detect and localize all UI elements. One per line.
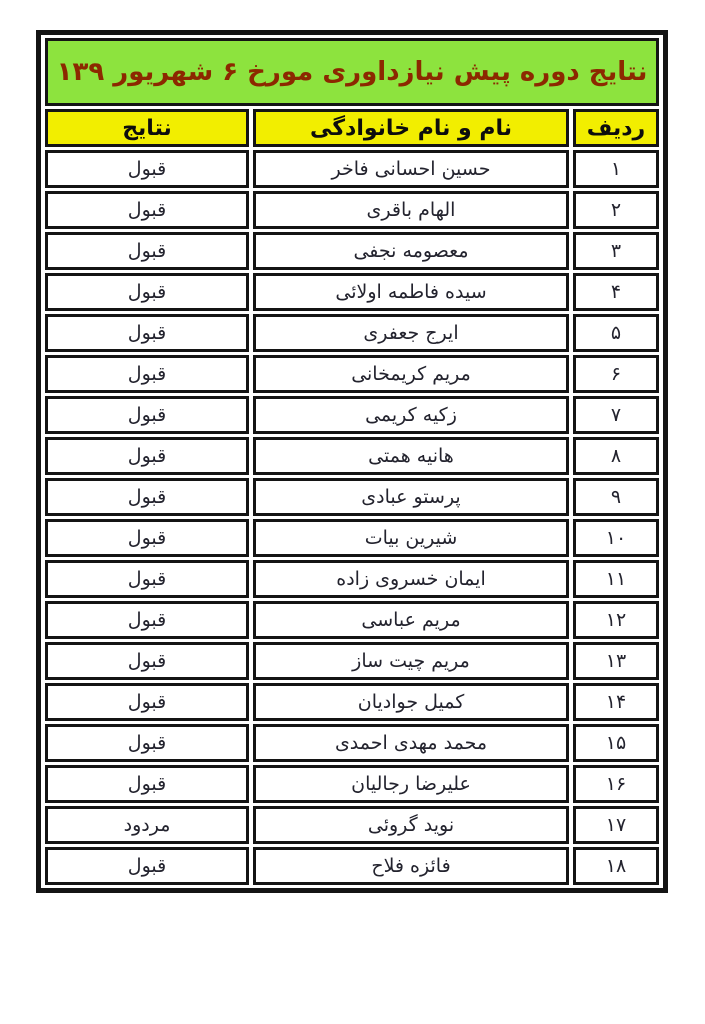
table-body — [45, 150, 659, 885]
name-cell: کمیل جوادیان — [253, 683, 569, 721]
results-table — [41, 35, 663, 888]
result-cell: قبول — [45, 847, 249, 885]
table-row — [45, 437, 659, 475]
row-number-cell: ۲ — [573, 191, 659, 229]
name-cell: الهام باقری — [253, 191, 569, 229]
name-cell: ایمان خسروی زاده — [253, 560, 569, 598]
table-row — [45, 478, 659, 516]
table-row — [45, 150, 659, 188]
table-row — [45, 642, 659, 680]
name-cell: فائزه فلاح — [253, 847, 569, 885]
name-cell: شیرین بیات — [253, 519, 569, 557]
table-row — [45, 847, 659, 885]
row-number-cell: ۳ — [573, 232, 659, 270]
result-cell: مردود — [45, 806, 249, 844]
name-cell: ایرج جعفری — [253, 314, 569, 352]
column-header-row-number: ردیف — [573, 109, 659, 147]
result-cell: قبول — [45, 519, 249, 557]
table-row — [45, 560, 659, 598]
result-cell: قبول — [45, 150, 249, 188]
result-cell: قبول — [45, 232, 249, 270]
row-number-cell: ۱۶ — [573, 765, 659, 803]
table-row — [45, 273, 659, 311]
table-row — [45, 191, 659, 229]
result-cell: قبول — [45, 683, 249, 721]
name-cell: زکیه کریمی — [253, 396, 569, 434]
header-row — [45, 109, 659, 147]
row-number-cell: ۱۷ — [573, 806, 659, 844]
row-number-cell: ۱۸ — [573, 847, 659, 885]
name-cell: حسین احسانی فاخر — [253, 150, 569, 188]
name-cell: مریم عباسی — [253, 601, 569, 639]
name-cell: معصومه نجفی — [253, 232, 569, 270]
name-cell: نوید گروئی — [253, 806, 569, 844]
name-cell: پرستو عبادی — [253, 478, 569, 516]
table-row — [45, 683, 659, 721]
row-number-cell: ۱ — [573, 150, 659, 188]
table-row — [45, 396, 659, 434]
row-number-cell: ۸ — [573, 437, 659, 475]
result-cell: قبول — [45, 601, 249, 639]
table-title: نتایج دوره پیش نیازداوری مورخ ۶ شهریور ۱۳۹ — [45, 38, 659, 106]
row-number-cell: ۱۴ — [573, 683, 659, 721]
row-number-cell: ۹ — [573, 478, 659, 516]
result-cell: قبول — [45, 396, 249, 434]
row-number-cell: ۱۳ — [573, 642, 659, 680]
row-number-cell: ۷ — [573, 396, 659, 434]
name-cell: محمد مهدی احمدی — [253, 724, 569, 762]
table-row — [45, 724, 659, 762]
result-cell: قبول — [45, 314, 249, 352]
result-cell: قبول — [45, 724, 249, 762]
table-row — [45, 232, 659, 270]
result-cell: قبول — [45, 560, 249, 598]
table-row — [45, 601, 659, 639]
row-number-cell: ۵ — [573, 314, 659, 352]
table-row — [45, 806, 659, 844]
column-header-full-name: نام و نام خانوادگی — [253, 109, 569, 147]
row-number-cell: ۱۲ — [573, 601, 659, 639]
result-cell: قبول — [45, 273, 249, 311]
result-cell: قبول — [45, 765, 249, 803]
results-table-frame — [36, 30, 668, 893]
name-cell: علیرضا رجالیان — [253, 765, 569, 803]
row-number-cell: ۱۵ — [573, 724, 659, 762]
column-header-result: نتایج — [45, 109, 249, 147]
table-row — [45, 355, 659, 393]
name-cell: هانیه همتی — [253, 437, 569, 475]
row-number-cell: ۱۱ — [573, 560, 659, 598]
title-row — [45, 38, 659, 106]
name-cell: سیده فاطمه اولائی — [253, 273, 569, 311]
row-number-cell: ۱۰ — [573, 519, 659, 557]
result-cell: قبول — [45, 642, 249, 680]
result-cell: قبول — [45, 478, 249, 516]
result-cell: قبول — [45, 191, 249, 229]
row-number-cell: ۴ — [573, 273, 659, 311]
name-cell: مریم کریمخانی — [253, 355, 569, 393]
name-cell: مریم چیت ساز — [253, 642, 569, 680]
table-row — [45, 519, 659, 557]
table-row — [45, 314, 659, 352]
result-cell: قبول — [45, 437, 249, 475]
row-number-cell: ۶ — [573, 355, 659, 393]
table-row — [45, 765, 659, 803]
result-cell: قبول — [45, 355, 249, 393]
